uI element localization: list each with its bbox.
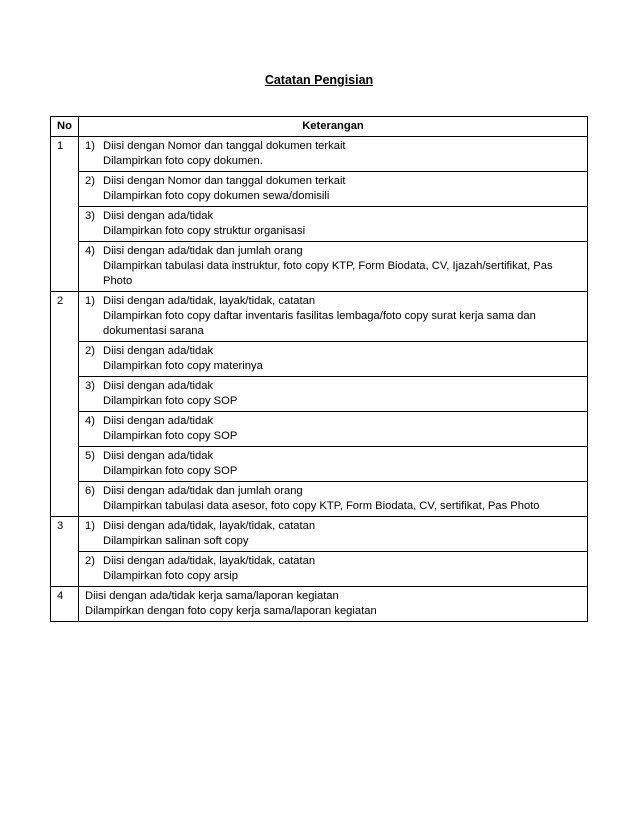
entry-body <box>103 294 581 339</box>
attachment-instruction: Dilampirkan foto copy struktur organisasi <box>103 225 306 237</box>
fill-instruction: Diisi dengan ada/tidak <box>103 380 214 392</box>
fill-instruction: Diisi dengan ada/tidak, layak/tidak, catatan <box>103 295 316 307</box>
entry-number: 3) <box>85 380 95 392</box>
attachment-instruction: Dilampirkan foto copy arsip <box>103 570 238 582</box>
notes-table-body <box>51 137 588 622</box>
numbered-entry <box>85 379 581 409</box>
table-header-row <box>51 117 588 137</box>
entry-number: 4) <box>85 415 95 427</box>
keterangan-cell <box>79 517 588 552</box>
numbered-entry <box>85 139 581 169</box>
keterangan-cell <box>79 377 588 412</box>
table-row <box>51 412 588 447</box>
fill-instruction: Diisi dengan ada/tidak dan jumlah orang <box>103 485 303 497</box>
entry-body <box>103 554 581 584</box>
fill-instruction: Diisi dengan ada/tidak kerja sama/laporan kegiatan <box>85 590 339 602</box>
table-row <box>51 517 588 552</box>
entry-body <box>103 209 581 239</box>
numbered-entry <box>85 344 581 374</box>
table-row <box>51 552 588 587</box>
entry-number: 1) <box>85 140 95 152</box>
keterangan-cell <box>79 587 588 622</box>
numbered-entry <box>85 244 581 289</box>
attachment-instruction: Dilampirkan foto copy dokumen. <box>103 155 263 167</box>
entry-body <box>103 139 581 169</box>
attachment-instruction: Dilampirkan foto copy SOP <box>103 430 238 442</box>
entry-number: 5) <box>85 450 95 462</box>
plain-entry <box>85 589 581 619</box>
attachment-instruction: Dilampirkan foto copy materinya <box>103 360 263 372</box>
table-row <box>51 137 588 172</box>
entry-number: 2) <box>85 175 95 187</box>
header-keterangan: Keterangan <box>79 117 588 137</box>
row-number-cell: 2 <box>51 292 79 517</box>
entry-body <box>103 174 581 204</box>
entry-body <box>103 519 581 549</box>
keterangan-cell <box>79 447 588 482</box>
numbered-entry <box>85 484 581 514</box>
table-row <box>51 342 588 377</box>
table-row <box>51 587 588 622</box>
entry-number: 2) <box>85 345 95 357</box>
header-no: No <box>51 117 79 137</box>
entry-number: 6) <box>85 485 95 497</box>
fill-instruction: Diisi dengan ada/tidak, layak/tidak, catatan <box>103 520 316 532</box>
fill-instruction: Diisi dengan Nomor dan tanggal dokumen terkait <box>103 175 346 187</box>
keterangan-cell <box>79 242 588 292</box>
numbered-entry <box>85 554 581 584</box>
table-row <box>51 447 588 482</box>
table-row <box>51 242 588 292</box>
attachment-instruction: Dilampirkan tabulasi data instruktur, foto copy KTP, Form Biodata, CV, Ijazah/sertifikat, Pas Photo <box>103 260 553 287</box>
document-title: Catatan Pengisian <box>264 73 374 87</box>
row-number-cell: 4 <box>51 587 79 622</box>
row-number-cell: 1 <box>51 137 79 292</box>
table-row <box>51 207 588 242</box>
attachment-instruction: Dilampirkan dengan foto copy kerja sama/laporan kegiatan <box>85 605 377 617</box>
fill-instruction: Diisi dengan ada/tidak <box>103 210 214 222</box>
entry-body <box>103 414 581 444</box>
entry-number: 4) <box>85 245 95 257</box>
keterangan-cell <box>79 552 588 587</box>
fill-instruction: Diisi dengan ada/tidak <box>103 345 214 357</box>
attachment-instruction: Dilampirkan foto copy SOP <box>103 395 238 407</box>
numbered-entry <box>85 294 581 339</box>
numbered-entry <box>85 449 581 479</box>
entry-number: 2) <box>85 555 95 567</box>
attachment-instruction: Dilampirkan tabulasi data asesor, foto copy KTP, Form Biodata, CV, sertifikat, Pas Photo <box>103 500 540 512</box>
entry-body <box>103 484 581 514</box>
fill-instruction: Diisi dengan ada/tidak <box>103 415 214 427</box>
fill-instruction: Diisi dengan Nomor dan tanggal dokumen terkait <box>103 140 346 152</box>
entry-body <box>103 379 581 409</box>
keterangan-cell <box>79 207 588 242</box>
entry-number: 1) <box>85 520 95 532</box>
keterangan-cell <box>79 292 588 342</box>
attachment-instruction: Dilampirkan foto copy daftar inventaris fasilitas lembaga/foto copy surat kerja sama dan dokumentasi sarana <box>103 310 536 337</box>
entry-number: 1) <box>85 295 95 307</box>
keterangan-cell <box>79 172 588 207</box>
keterangan-cell <box>79 412 588 447</box>
attachment-instruction: Dilampirkan foto copy dokumen sewa/domisili <box>103 190 330 202</box>
entry-body <box>103 344 581 374</box>
table-row <box>51 292 588 342</box>
attachment-instruction: Dilampirkan salinan soft copy <box>103 535 249 547</box>
entry-number: 3) <box>85 210 95 222</box>
numbered-entry <box>85 209 581 239</box>
table-row <box>51 172 588 207</box>
numbered-entry <box>85 519 581 549</box>
row-number-cell: 3 <box>51 517 79 587</box>
notes-table <box>50 116 588 622</box>
fill-instruction: Diisi dengan ada/tidak <box>103 450 214 462</box>
attachment-instruction: Dilampirkan foto copy SOP <box>103 465 238 477</box>
keterangan-cell <box>79 137 588 172</box>
table-row <box>51 377 588 412</box>
entry-body <box>103 244 581 289</box>
fill-instruction: Diisi dengan ada/tidak, layak/tidak, catatan <box>103 555 316 567</box>
keterangan-cell <box>79 342 588 377</box>
numbered-entry <box>85 414 581 444</box>
table-row <box>51 482 588 517</box>
keterangan-cell <box>79 482 588 517</box>
entry-body <box>103 449 581 479</box>
numbered-entry <box>85 174 581 204</box>
fill-instruction: Diisi dengan ada/tidak dan jumlah orang <box>103 245 303 257</box>
